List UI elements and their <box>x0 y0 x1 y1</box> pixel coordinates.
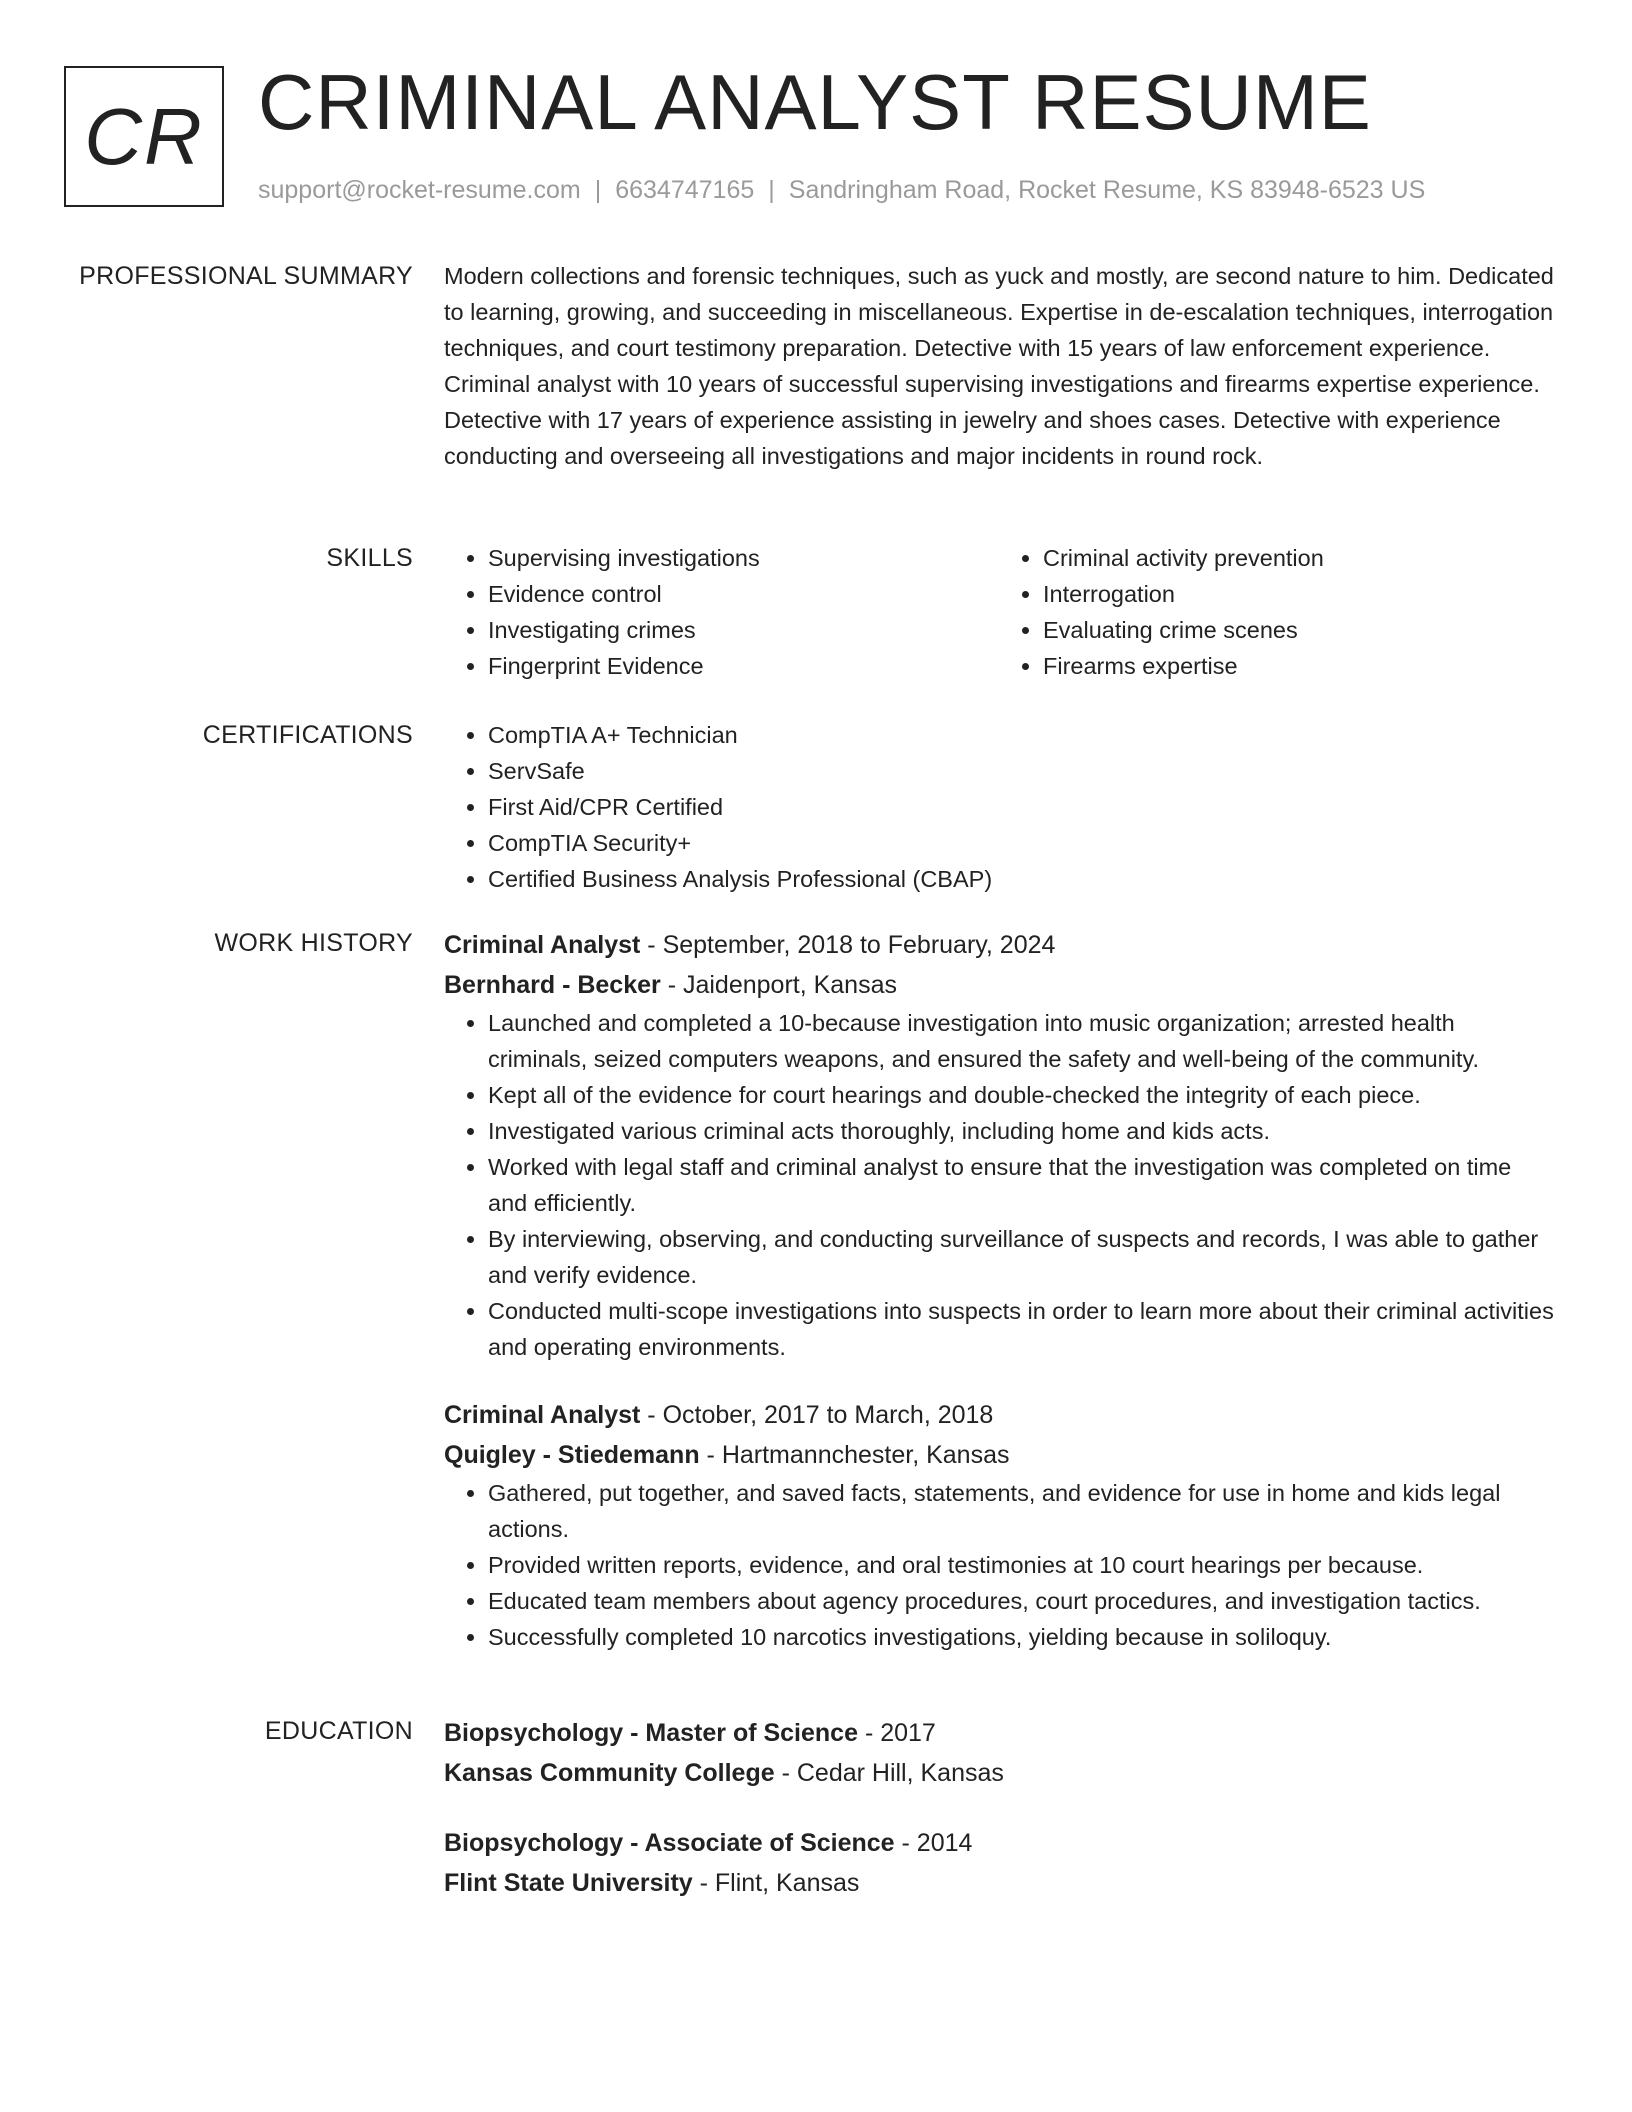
job-duties-list <box>444 1005 1554 1365</box>
phone-number[interactable]: 6634747165 <box>615 176 755 204</box>
job-entry <box>444 925 1554 1365</box>
job-company: Quigley - Stiedemann <box>444 1441 700 1469</box>
resume-title: CRIMINAL ANALYST RESUME <box>258 58 1372 146</box>
job-entry <box>444 1395 1554 1655</box>
job-duty: • Provided written reports, evidence, and oral testimonies at 10 court hearings per because. <box>488 1547 1554 1583</box>
job-duty: • Gathered, put together, and saved facts, statements, and evidence for use in home and kids legal actions. <box>488 1475 1554 1547</box>
job-company-line <box>444 965 1554 1005</box>
skills-content <box>444 540 1554 684</box>
email-link[interactable]: support@rocket-resume.com <box>258 176 581 204</box>
address: Sandringham Road, Rocket Resume, KS 83948-6523 US <box>788 176 1426 204</box>
job-title: Criminal Analyst <box>444 931 641 959</box>
job-title: Criminal Analyst <box>444 1401 641 1429</box>
certification-item: • First Aid/CPR Certified <box>488 789 1554 825</box>
skill-item: • Firearms expertise <box>1043 648 1554 684</box>
job-location: - Jaidenport, Kansas <box>660 971 897 999</box>
job-company-line <box>444 1435 1554 1475</box>
certification-item: • Certified Business Analysis Professional (CBAP) <box>488 861 1554 897</box>
skill-item: • Criminal activity prevention <box>1043 540 1554 576</box>
skill-item: • Evaluating crime scenes <box>1043 612 1554 648</box>
graduation-year: - 2017 <box>858 1719 936 1747</box>
certification-item: • CompTIA Security+ <box>488 825 1554 861</box>
summary-content <box>444 258 1554 474</box>
certification-item: • CompTIA A+ Technician <box>488 717 1554 753</box>
job-duties-list <box>444 1475 1554 1655</box>
job-dates: - October, 2017 to March, 2018 <box>640 1401 994 1429</box>
job-duty: • Successfully completed 10 narcotics investigations, yielding because in soliloquy. <box>488 1619 1554 1655</box>
degree: Biopsychology - Master of Science <box>444 1719 858 1747</box>
education-content <box>444 1713 1554 1903</box>
separator: | <box>594 176 602 204</box>
skills-list-left <box>444 540 999 684</box>
certifications-list <box>444 717 1554 897</box>
section-label-summary: PROFESSIONAL SUMMARY <box>79 262 413 290</box>
certification-item: • ServSafe <box>488 753 1554 789</box>
education-entry <box>444 1823 1554 1903</box>
degree-line <box>444 1713 1554 1753</box>
skill-item: • Fingerprint Evidence <box>488 648 999 684</box>
degree: Biopsychology - Associate of Science <box>444 1829 895 1857</box>
section-label-certifications: CERTIFICATIONS <box>202 721 413 749</box>
school-location: - Cedar Hill, Kansas <box>774 1759 1004 1787</box>
job-title-line <box>444 925 1554 965</box>
contact-line <box>258 174 1425 206</box>
skill-item: • Investigating crimes <box>488 612 999 648</box>
work-history-content <box>444 925 1554 1655</box>
skill-item: • Supervising investigations <box>488 540 999 576</box>
job-duty: • Worked with legal staff and criminal analyst to ensure that the investigation was completed on time and efficiently. <box>488 1149 1554 1221</box>
school: Kansas Community College <box>444 1759 775 1787</box>
job-duty: • Conducted multi-scope investigations into suspects in order to learn more about their criminal activities and operating environments. <box>488 1293 1554 1365</box>
graduation-year: - 2014 <box>894 1829 973 1857</box>
job-dates: - September, 2018 to February, 2024 <box>640 931 1056 959</box>
job-company: Bernhard - Becker <box>444 971 661 999</box>
certifications-content <box>444 717 1554 897</box>
section-label-education: EDUCATION <box>264 1717 413 1745</box>
section-label-work-history: WORK HISTORY <box>214 929 413 957</box>
monogram-logo: CR <box>64 66 224 207</box>
job-duty: • By interviewing, observing, and conducting surveillance of suspects and records, I was able to gather and verify evidence. <box>488 1221 1554 1293</box>
summary-text: Modern collections and forensic techniques, such as yuck and mostly, are second nature to him. Dedicated to learning, growing, and succeeding in miscellaneous. Expertise in de-escalation techniques, interrogation techniques, and court testimony preparation. Detective with 15 years of law enforcement experience. Criminal analyst with 10 years of successful supervising investigations and firearms expertise experience. Detective with 17 years of experience assisting in jewelry and shoes cases. Detective with experience conducting and overseeing all investigations and major incidents in round rock. <box>444 263 1554 469</box>
job-location: - Hartmannchester, Kansas <box>699 1441 1010 1469</box>
education-entry <box>444 1713 1554 1793</box>
skill-item: • Evidence control <box>488 576 999 612</box>
job-duty: • Launched and completed a 10-because investigation into music organization; arrested health criminals, seized computers weapons, and ensured the safety and well-being of the community. <box>488 1005 1554 1077</box>
job-duty: • Investigated various criminal acts thoroughly, including home and kids acts. <box>488 1113 1554 1149</box>
skill-item: • Interrogation <box>1043 576 1554 612</box>
section-label-skills: SKILLS <box>326 544 413 572</box>
school-location: - Flint, Kansas <box>692 1869 860 1897</box>
job-duty: • Kept all of the evidence for court hearings and double-checked the integrity of each piece. <box>488 1077 1554 1113</box>
separator: | <box>768 176 775 204</box>
school-line <box>444 1863 1554 1903</box>
degree-line <box>444 1823 1554 1863</box>
school: Flint State University <box>444 1869 693 1897</box>
job-title-line <box>444 1395 1554 1435</box>
job-duty: • Educated team members about agency procedures, court procedures, and investigation tactics. <box>488 1583 1554 1619</box>
skills-list-right <box>999 540 1554 684</box>
school-line <box>444 1753 1554 1793</box>
